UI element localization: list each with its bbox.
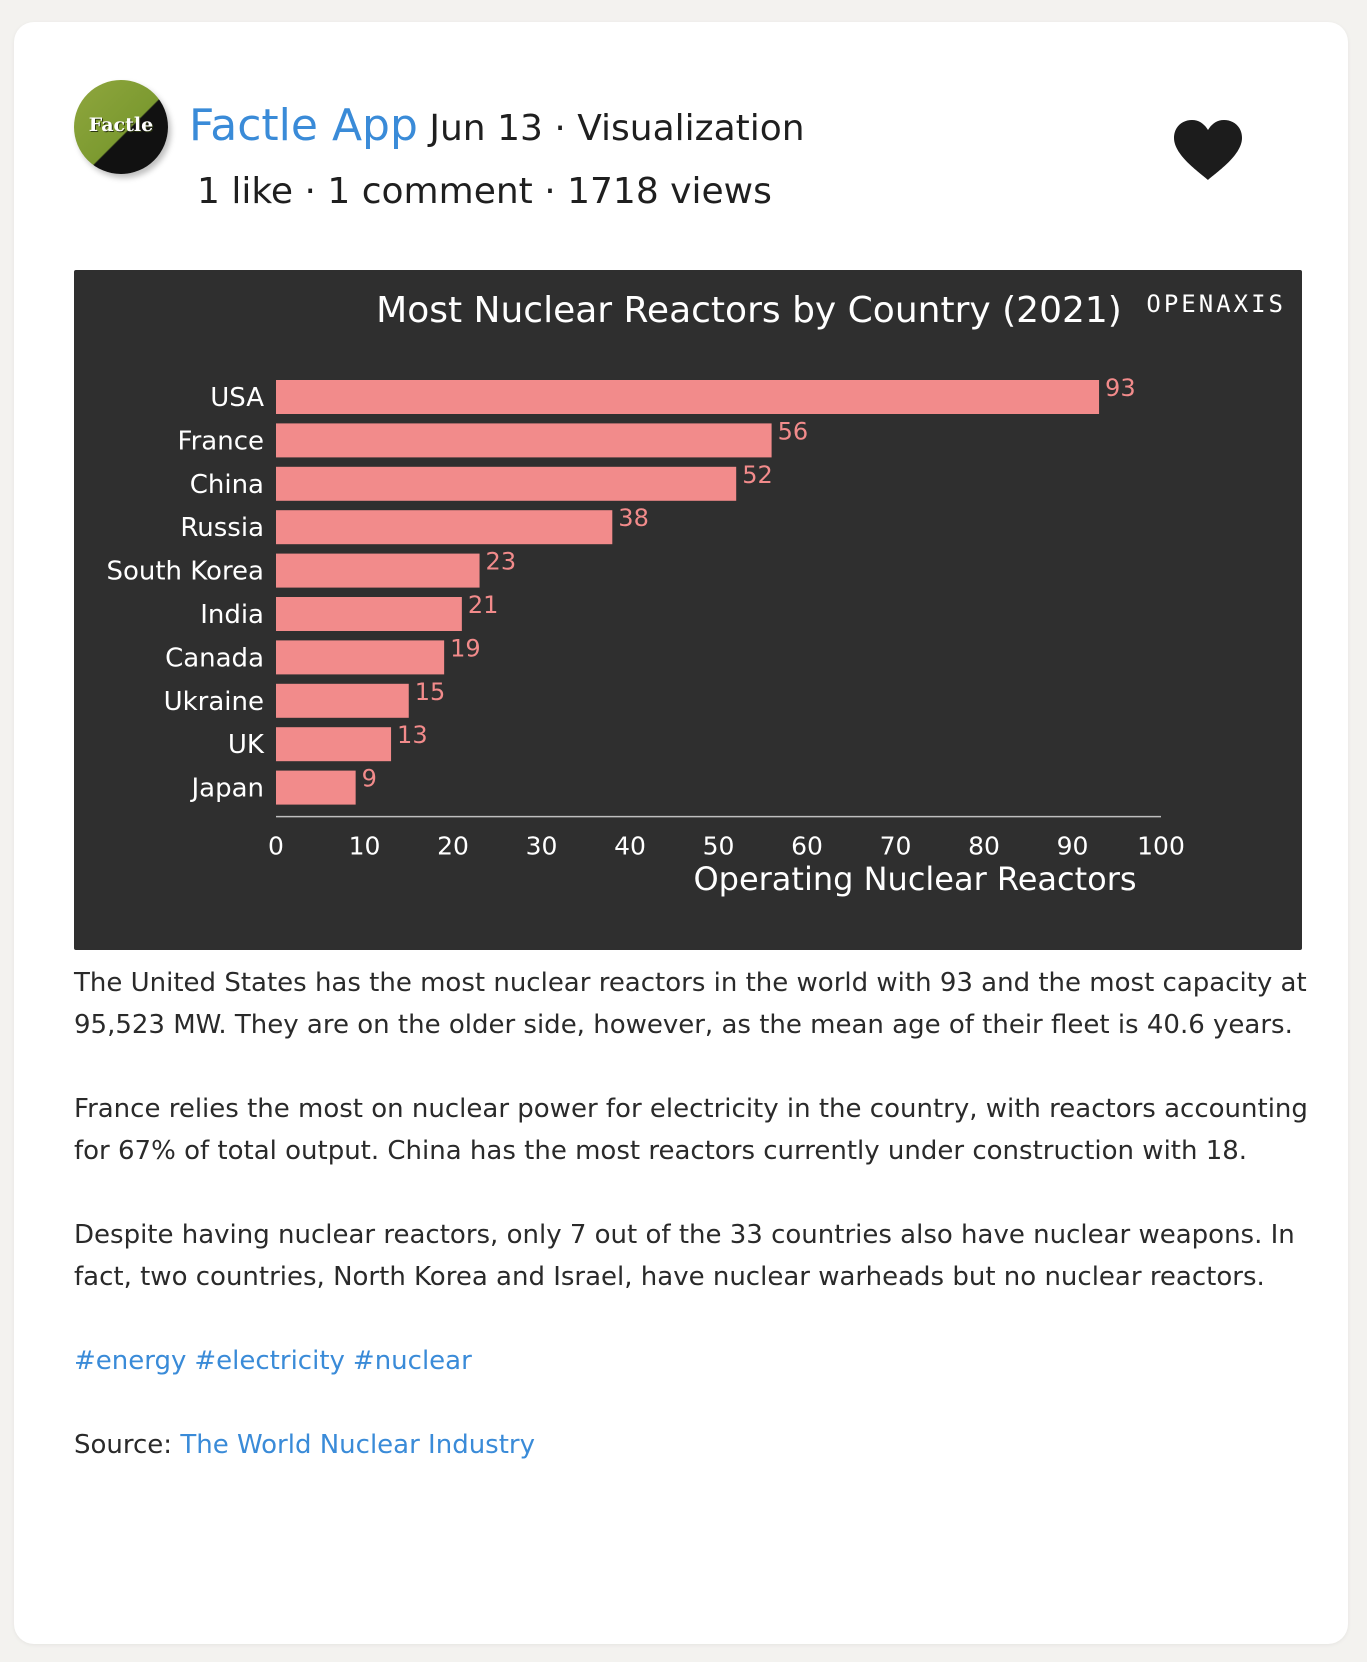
source-link[interactable]: The World Nuclear Industry <box>180 1430 535 1460</box>
post-body <box>74 962 1319 1508</box>
bar-russia <box>276 510 612 544</box>
value-label-usa: 93 <box>1105 374 1136 402</box>
x-axis-label: Operating Nuclear Reactors <box>693 860 1137 898</box>
bar-canada <box>276 640 444 674</box>
post-date-category: Jun 13 · Visualization <box>429 108 805 149</box>
x-axis <box>268 817 1185 861</box>
reactors-bar-chart <box>74 270 1302 950</box>
chart-watermark: OPENAXIS <box>1146 290 1286 318</box>
bar-france <box>276 423 772 457</box>
bar-south-korea <box>276 554 480 588</box>
x-tick-label-90: 90 <box>1056 831 1089 861</box>
author-name-link[interactable]: Factle App <box>189 100 418 151</box>
category-label-russia: Russia <box>180 513 264 544</box>
body-paragraph-1: The United States has the most nuclear reactors in the world with 93 and the most capacity at 95,523 MW. They are on the older side, however, as the mean age of their fleet is 40.6 years. <box>74 968 1307 1040</box>
hashtag-list <box>74 1340 1319 1382</box>
category-label-ukraine: Ukraine <box>163 686 264 717</box>
x-tick-label-50: 50 <box>702 831 735 861</box>
value-label-china: 52 <box>742 460 773 489</box>
post-stats: 1 like · 1 comment · 1718 views <box>197 171 772 212</box>
bar-china <box>276 467 736 501</box>
post-header <box>189 102 805 153</box>
chart-container <box>74 270 1302 950</box>
post-card <box>14 22 1348 1644</box>
chart-title: Most Nuclear Reactors by Country (2021) <box>376 290 1122 331</box>
source-line <box>74 1424 1319 1466</box>
category-label-south-korea: South Korea <box>106 556 264 587</box>
category-label-india: India <box>200 600 264 630</box>
body-paragraph-3: Despite having nuclear reactors, only 7 out of the 33 countries also have nuclear weapons. In fact, two countries, North Korea and Israel, have nuclear warheads but no nuclear reactors. <box>74 1220 1295 1292</box>
category-label-china: China <box>189 469 264 500</box>
x-tick-label-30: 30 <box>525 831 558 861</box>
category-label-france: France <box>177 426 264 457</box>
x-tick-label-0: 0 <box>268 831 284 861</box>
value-label-canada: 19 <box>450 634 481 663</box>
x-tick-label-100: 100 <box>1137 831 1185 861</box>
value-label-south-korea: 23 <box>485 547 517 576</box>
bar-ukraine <box>276 684 409 718</box>
x-tick-label-40: 40 <box>614 831 646 861</box>
bar-uk <box>276 727 391 761</box>
value-label-russia: 38 <box>618 504 649 533</box>
bars-group <box>106 374 1135 805</box>
hashtag-electricity[interactable]: #electricity <box>194 1346 345 1376</box>
bar-india <box>276 597 462 631</box>
category-label-canada: Canada <box>165 643 264 674</box>
category-label-japan: Japan <box>191 773 264 804</box>
category-label-usa: USA <box>210 383 264 413</box>
x-tick-label-80: 80 <box>968 831 1000 861</box>
value-label-japan: 9 <box>361 764 377 793</box>
hashtag-nuclear[interactable]: #nuclear <box>352 1346 472 1376</box>
source-label: Source: <box>74 1430 173 1460</box>
bar-japan <box>276 771 356 805</box>
value-label-uk: 13 <box>397 721 428 750</box>
author-avatar[interactable] <box>74 80 168 174</box>
avatar-logo-text: Factle <box>88 114 154 136</box>
value-label-ukraine: 15 <box>414 677 446 706</box>
x-tick-label-70: 70 <box>879 831 912 861</box>
x-tick-label-10: 10 <box>348 831 381 861</box>
x-tick-label-20: 20 <box>437 831 469 861</box>
bar-usa <box>276 380 1099 414</box>
heart-icon[interactable] <box>1172 118 1244 182</box>
x-tick-label-60: 60 <box>791 831 823 861</box>
value-label-france: 56 <box>777 417 809 446</box>
category-label-uk: UK <box>227 730 264 761</box>
hashtag-energy[interactable]: #energy <box>74 1346 187 1376</box>
value-label-india: 21 <box>467 591 499 619</box>
body-paragraph-2: France relies the most on nuclear power for electricity in the country, with reactors accounting for 67% of total output. China has the most reactors currently under construction with 18. <box>74 1094 1308 1166</box>
